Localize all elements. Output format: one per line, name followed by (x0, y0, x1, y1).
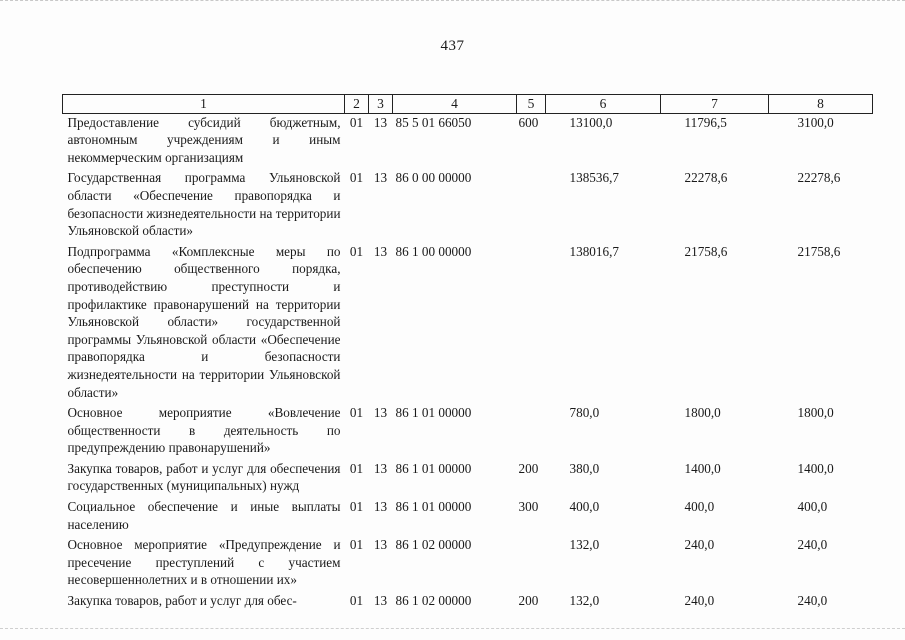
row-target-code: 86 1 01 00000 (395, 405, 472, 421)
row-amount-col6: 780,0 (569, 405, 600, 421)
page-number: 437 (440, 38, 465, 54)
row-amount-col8: 21758,6 (797, 243, 841, 259)
row-section-code: 01 (349, 405, 364, 421)
row-expense-type (517, 404, 546, 460)
row-amount-col8: 1800,0 (797, 405, 834, 421)
header-col-8: 8 (769, 95, 873, 114)
row-expense-type (517, 536, 546, 592)
header-row (63, 95, 873, 114)
scan-top-edge (0, 0, 905, 6)
header-col-5: 5 (517, 95, 546, 114)
header-col-1: 1 (63, 95, 345, 114)
table-header (63, 95, 873, 114)
row-subsection-code: 13 (373, 593, 388, 609)
row-section-code: 01 (349, 537, 364, 553)
row-name: Закупка товаров, работ и услуг для обес- (67, 593, 297, 609)
scan-bottom-edge (0, 628, 905, 640)
row-amount-col6: 132,0 (569, 593, 600, 609)
row-amount-col8: 240,0 (797, 593, 828, 609)
row-subsection-code: 13 (373, 499, 388, 515)
row-amount-col8: 400,0 (797, 499, 828, 515)
table-row (63, 113, 873, 169)
row-expense-type: 600 (518, 114, 539, 130)
row-section-code: 01 (349, 243, 364, 259)
header-col-2: 2 (345, 95, 369, 114)
row-amount-col7: 400,0 (684, 499, 715, 515)
row-amount-col7: 1800,0 (684, 405, 721, 421)
header-col-4: 4 (393, 95, 517, 114)
table-row (63, 498, 873, 536)
row-subsection-code: 13 (373, 114, 388, 130)
row-subsection-code: 13 (373, 537, 388, 553)
row-amount-col8: 1400,0 (797, 460, 834, 476)
row-expense-type: 200 (518, 460, 539, 476)
table-row (63, 169, 873, 242)
table-body (63, 113, 873, 613)
row-section-code: 01 (349, 170, 364, 186)
table-row (63, 536, 873, 592)
row-name: Подпрограмма «Комплексные меры по обеспечению общественного порядка, противодействию преступности и профилактике правонарушений на территории Ульяновской области» государственной программы Ульяновской области «Обеспечение правопорядка и безопасности жизнедеятельности на территории Ульяновской области» (67, 243, 341, 400)
row-amount-col8: 3100,0 (797, 114, 834, 130)
row-subsection-code: 13 (373, 405, 388, 421)
row-section-code: 01 (349, 114, 364, 130)
row-section-code: 01 (349, 593, 364, 609)
row-name: Основное мероприятие «Вовлечение общественности в деятельность по предупреждению правонарушений» (67, 405, 341, 456)
header-col-3: 3 (369, 95, 393, 114)
row-target-code: 86 1 02 00000 (395, 593, 472, 609)
row-target-code: 86 1 01 00000 (395, 460, 472, 476)
row-name: Закупка товаров, работ и услуг для обеспечения государственных (муниципальных) нужд (67, 460, 341, 494)
row-subsection-code: 13 (373, 170, 388, 186)
row-amount-col7: 240,0 (684, 593, 715, 609)
row-target-code: 85 5 01 66050 (395, 114, 472, 130)
row-amount-col8: 22278,6 (797, 170, 841, 186)
row-amount-col6: 380,0 (569, 460, 600, 476)
row-section-code: 01 (349, 499, 364, 515)
header-col-6: 6 (546, 95, 661, 114)
table-row (63, 243, 873, 404)
row-amount-col7: 21758,6 (684, 243, 728, 259)
row-subsection-code: 13 (373, 243, 388, 259)
row-section-code: 01 (349, 460, 364, 476)
row-target-code: 86 1 01 00000 (395, 499, 472, 515)
row-name: Государственная программа Ульяновской области «Обеспечение правопорядка и безопасности жизнедеятельности на территории Ульяновской области» (67, 170, 341, 239)
row-subsection-code: 13 (373, 460, 388, 476)
row-name: Основное мероприятие «Предупреждение и пресечение преступлений с участием несовершеннолетних и в отношении их» (67, 537, 341, 588)
row-amount-col6: 138016,7 (569, 243, 619, 259)
table-row (63, 592, 873, 613)
budget-table (62, 94, 873, 613)
row-expense-type (517, 243, 546, 404)
row-name: Предоставление субсидий бюджетным, автономным учреждениям и иным некоммерческим организациям (67, 114, 341, 165)
table-row (63, 404, 873, 460)
row-expense-type (517, 169, 546, 242)
row-amount-col7: 1400,0 (684, 460, 721, 476)
row-amount-col6: 138536,7 (569, 170, 619, 186)
row-amount-col6: 13100,0 (569, 114, 613, 130)
row-amount-col7: 240,0 (684, 537, 715, 553)
row-amount-col7: 22278,6 (684, 170, 728, 186)
row-amount-col6: 400,0 (569, 499, 600, 515)
row-expense-type: 300 (518, 499, 539, 515)
row-name: Социальное обеспечение и иные выплаты населению (67, 499, 341, 532)
row-amount-col6: 132,0 (569, 537, 600, 553)
row-amount-col7: 11796,5 (684, 114, 727, 130)
row-target-code: 86 1 00 00000 (395, 243, 472, 259)
row-amount-col8: 240,0 (797, 537, 828, 553)
table-row (63, 460, 873, 498)
row-target-code: 86 0 00 00000 (395, 170, 472, 186)
row-expense-type: 200 (518, 593, 539, 609)
header-col-7: 7 (661, 95, 769, 114)
row-target-code: 86 1 02 00000 (395, 537, 472, 553)
